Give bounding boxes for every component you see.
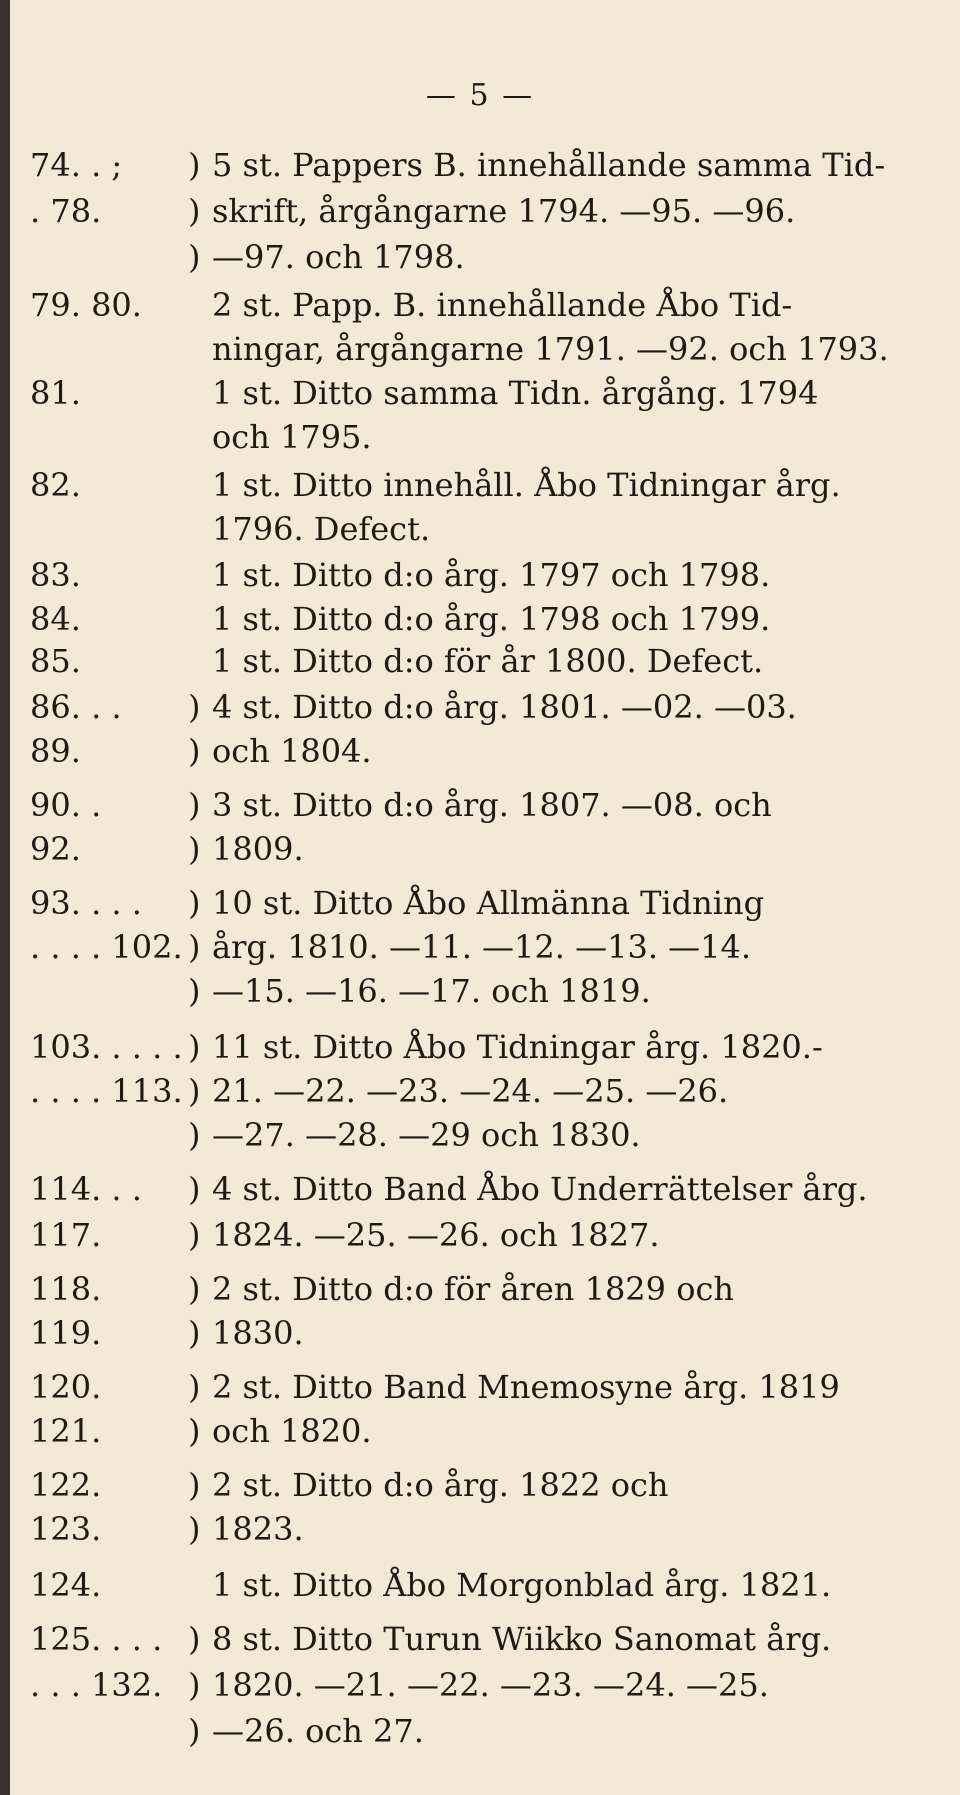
entry-bracket: )	[188, 786, 201, 824]
entry-text: 1 st. Ditto samma Tidn. årgång. 1794	[212, 374, 819, 412]
entry-text: 10 st. Ditto Åbo Allmänna Tidning	[212, 884, 765, 922]
entry-text: 4 st. Ditto d:o årg. 1801. —02. —03.	[212, 688, 797, 726]
entry-bracket: )	[188, 1216, 201, 1254]
entry-number: 121.	[30, 1412, 102, 1450]
entry-text: 3 st. Ditto d:o årg. 1807. —08. och	[212, 786, 772, 824]
entry-bracket: )	[188, 1028, 201, 1066]
entry-text: 1824. —25. —26. och 1827.	[212, 1216, 660, 1254]
entry-bracket: )	[188, 1666, 201, 1704]
entry-number: 119.	[30, 1314, 102, 1352]
entry-text: 11 st. Ditto Åbo Tidningar årg. 1820.-	[212, 1028, 823, 1066]
entry-number: 114. . .	[30, 1170, 142, 1208]
entry-text: 4 st. Ditto Band Åbo Underrättelser årg.	[212, 1170, 868, 1208]
entry-bracket: )	[188, 146, 201, 184]
entry-number: 120.	[30, 1368, 102, 1406]
entry-number: 103. . . . .	[30, 1028, 183, 1066]
entry-bracket: )	[188, 1368, 201, 1406]
entry-number: 118.	[30, 1270, 102, 1308]
entry-number: 123.	[30, 1510, 102, 1548]
entry-bracket: )	[188, 1170, 201, 1208]
entry-text: —27. —28. —29 och 1830.	[212, 1116, 641, 1154]
entry-number: 82.	[30, 466, 81, 504]
page-number: — 5 —	[425, 78, 535, 113]
entry-bracket: )	[188, 192, 201, 230]
entry-text: 2 st. Ditto Band Mnemosyne årg. 1819	[212, 1368, 840, 1406]
entry-bracket: )	[188, 830, 201, 868]
entry-bracket: )	[188, 884, 201, 922]
entry-text: 2 st. Papp. B. innehållande Åbo Tid-	[212, 286, 793, 324]
entry-bracket: )	[188, 928, 201, 966]
entry-text: 1820. —21. —22. —23. —24. —25.	[212, 1666, 769, 1704]
entry-number: . . . 132.	[30, 1666, 163, 1704]
entry-text: skrift, årgångarne 1794. —95. —96.	[212, 192, 796, 230]
entry-text: 1 st. Ditto Åbo Morgonblad årg. 1821.	[212, 1566, 832, 1604]
entry-text: 21. —22. —23. —24. —25. —26.	[212, 1072, 729, 1110]
entry-number: . . . . 113.	[30, 1072, 183, 1110]
entry-number: 81.	[30, 374, 81, 412]
entry-text: 1 st. Ditto d:o för år 1800. Defect.	[212, 642, 764, 680]
entry-number: . 78.	[30, 192, 102, 230]
entry-text: 1823.	[212, 1510, 304, 1548]
entry-bracket: )	[188, 1466, 201, 1504]
entry-number: 89.	[30, 732, 81, 770]
entry-bracket: )	[188, 1412, 201, 1450]
entry-number: 93. . . .	[30, 884, 142, 922]
entry-bracket: )	[188, 238, 201, 276]
entry-number: 124.	[30, 1566, 102, 1604]
entry-number: 86. . .	[30, 688, 122, 726]
entry-text: —26. och 27.	[212, 1712, 424, 1750]
entry-text: —15. —16. —17. och 1819.	[212, 972, 651, 1010]
entry-text: 1796. Defect.	[212, 510, 431, 548]
entry-bracket: )	[188, 1510, 201, 1548]
entry-bracket: )	[188, 1270, 201, 1308]
entry-text: 1830.	[212, 1314, 304, 1352]
entry-text: och 1804.	[212, 732, 372, 770]
entry-text: 1 st. Ditto innehåll. Åbo Tidningar årg.	[212, 466, 841, 504]
entry-text: 1 st. Ditto d:o årg. 1797 och 1798.	[212, 556, 771, 594]
entry-text: årg. 1810. —11. —12. —13. —14.	[212, 928, 752, 966]
entry-number: 85.	[30, 642, 81, 680]
entry-text: 1809.	[212, 830, 304, 868]
entry-text: och 1795.	[212, 418, 372, 456]
entry-number: . . . . 102.	[30, 928, 183, 966]
entry-number: 90. .	[30, 786, 102, 824]
entry-number: 79. 80.	[30, 286, 142, 324]
entry-bracket: )	[188, 1620, 201, 1658]
entry-number: 92.	[30, 830, 81, 868]
entry-bracket: )	[188, 1116, 201, 1154]
entry-text: 2 st. Ditto d:o för åren 1829 och	[212, 1270, 734, 1308]
entry-bracket: )	[188, 688, 201, 726]
page-edge-shadow	[0, 0, 10, 1795]
entry-number: 117.	[30, 1216, 102, 1254]
entry-bracket: )	[188, 732, 201, 770]
entry-bracket: )	[188, 972, 201, 1010]
entry-number: 125. . . .	[30, 1620, 163, 1658]
entry-number: 74. . ;	[30, 146, 123, 184]
entry-bracket: )	[188, 1314, 201, 1352]
entry-number: 84.	[30, 600, 81, 638]
entry-text: 5 st. Pappers B. innehållande samma Tid-	[212, 146, 886, 184]
entry-bracket: )	[188, 1072, 201, 1110]
entry-text: —97. och 1798.	[212, 238, 465, 276]
entry-text: 2 st. Ditto d:o årg. 1822 och	[212, 1466, 669, 1504]
entry-bracket: )	[188, 1712, 201, 1750]
entry-text: 1 st. Ditto d:o årg. 1798 och 1799.	[212, 600, 771, 638]
entry-text: ningar, årgångarne 1791. —92. och 1793.	[212, 330, 889, 368]
entry-text: 8 st. Ditto Turun Wiikko Sanomat årg.	[212, 1620, 832, 1658]
entry-text: och 1820.	[212, 1412, 372, 1450]
entry-number: 83.	[30, 556, 81, 594]
entry-number: 122.	[30, 1466, 102, 1504]
